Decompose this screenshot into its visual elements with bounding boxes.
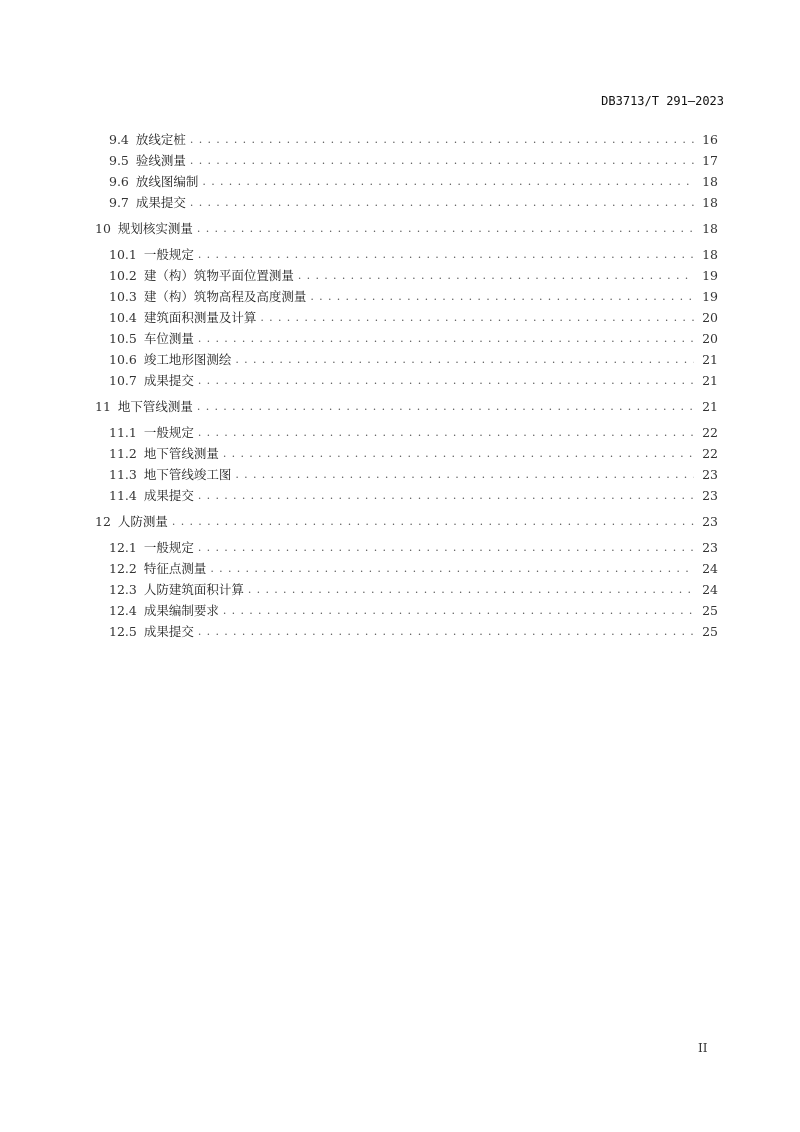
toc-dot-leader — [298, 269, 694, 282]
toc-entry[interactable] — [95, 371, 718, 392]
toc-entry-title: 建筑面积测量及计算 — [143, 310, 257, 325]
toc-entry[interactable] — [95, 308, 718, 329]
toc-entry-number: 12.3 — [109, 582, 137, 597]
toc-dot-leader — [223, 447, 694, 460]
toc-dot-leader — [210, 562, 694, 575]
toc-entry-title: 地下管线竣工图 — [143, 467, 232, 482]
toc-entry-page: 20 — [702, 310, 718, 325]
toc-entry-page: 21 — [702, 399, 718, 414]
toc-dot-leader — [198, 332, 694, 345]
toc-entry[interactable] — [95, 350, 718, 371]
toc-entry-number: 9.5 — [109, 153, 129, 168]
toc-entry-page: 18 — [702, 221, 718, 236]
toc-entry-title: 成果提交 — [143, 624, 194, 639]
toc-entry-number: 12.5 — [109, 624, 137, 639]
toc-entry[interactable] — [95, 580, 718, 601]
toc-dot-leader — [172, 515, 694, 528]
toc-dot-leader — [197, 400, 694, 413]
toc-dot-leader — [235, 468, 694, 481]
toc-dot-leader — [260, 311, 694, 324]
toc-entry-title: 放线定桩 — [135, 132, 186, 147]
toc-entry-number: 11.1 — [109, 425, 137, 440]
toc-entry-number: 11.2 — [109, 446, 137, 461]
toc-entry-title: 车位测量 — [143, 331, 194, 346]
toc-entry[interactable] — [95, 423, 718, 444]
toc-entry-number: 11.4 — [109, 488, 137, 503]
toc-entry[interactable] — [95, 622, 718, 643]
toc-entry-page: 18 — [702, 247, 718, 262]
toc-entry-number: 12.2 — [109, 561, 137, 576]
page-number: II — [698, 1041, 708, 1055]
toc-entry-page: 23 — [702, 540, 718, 555]
toc-entry-title: 竣工地形图测绘 — [143, 352, 232, 367]
toc-entry-number: 10 — [95, 221, 111, 236]
toc-dot-leader — [198, 541, 694, 554]
toc-dot-leader — [202, 175, 694, 188]
toc-entry[interactable] — [95, 245, 718, 266]
document-code: DB3713/T 291—2023 — [601, 94, 724, 108]
toc-entry-number: 10.3 — [109, 289, 137, 304]
toc-dot-leader — [235, 353, 694, 366]
toc-entry-number: 10.6 — [109, 352, 137, 367]
toc-entry-title: 地下管线测量 — [117, 399, 193, 414]
toc-entry[interactable] — [95, 266, 718, 287]
toc-entry-page: 17 — [702, 153, 718, 168]
toc-entry-number: 12.1 — [109, 540, 137, 555]
toc-entry-title: 放线图编制 — [135, 174, 199, 189]
toc-dot-leader — [198, 374, 694, 387]
toc-entry-title: 建（构）筑物高程及高度测量 — [143, 289, 307, 304]
toc-entry-title: 地下管线测量 — [143, 446, 219, 461]
toc-dot-leader — [248, 583, 694, 596]
toc-entry-page: 21 — [702, 352, 718, 367]
toc-entry[interactable] — [95, 151, 718, 172]
toc-dot-leader — [190, 133, 694, 146]
toc-entry-page: 20 — [702, 331, 718, 346]
toc-chapter-entry[interactable] — [95, 219, 718, 240]
toc-entry-title: 一般规定 — [143, 540, 194, 555]
toc-entry-page: 19 — [702, 268, 718, 283]
toc-entry-number: 9.6 — [109, 174, 129, 189]
toc-entry-page: 23 — [702, 467, 718, 482]
toc-entry[interactable] — [95, 559, 718, 580]
toc-dot-leader — [190, 196, 694, 209]
toc-entry-number: 12 — [95, 514, 111, 529]
toc-entry[interactable] — [95, 486, 718, 507]
toc-entry-page: 16 — [702, 132, 718, 147]
toc-entry-page: 24 — [702, 582, 718, 597]
toc-entry[interactable] — [95, 287, 718, 308]
toc-entry-title: 规划核实测量 — [117, 221, 193, 236]
toc-entry-number: 12.4 — [109, 603, 137, 618]
toc-dot-leader — [310, 290, 694, 303]
toc-entry-page: 22 — [702, 425, 718, 440]
toc-entry-title: 人防建筑面积计算 — [143, 582, 244, 597]
toc-entry[interactable] — [95, 130, 718, 151]
toc-dot-leader — [198, 248, 694, 261]
toc-entry-title: 人防测量 — [117, 514, 168, 529]
toc-entry-title: 一般规定 — [143, 247, 194, 262]
toc-entry-number: 9.7 — [109, 195, 129, 210]
toc-chapter-entry[interactable] — [95, 512, 718, 533]
toc-dot-leader — [190, 154, 694, 167]
toc-entry-number: 9.4 — [109, 132, 129, 147]
toc-dot-leader — [197, 222, 694, 235]
toc-entry[interactable] — [95, 538, 718, 559]
toc-entry-number: 11 — [95, 399, 111, 414]
toc-entry-number: 10.2 — [109, 268, 137, 283]
toc-entry[interactable] — [95, 444, 718, 465]
toc-entry-title: 一般规定 — [143, 425, 194, 440]
table-of-contents — [95, 130, 718, 643]
toc-entry-page: 18 — [702, 195, 718, 210]
toc-entry-title: 成果提交 — [143, 488, 194, 503]
toc-entry-number: 10.4 — [109, 310, 137, 325]
toc-entry-title: 建（构）筑物平面位置测量 — [143, 268, 294, 283]
toc-entry[interactable] — [95, 329, 718, 350]
toc-entry[interactable] — [95, 465, 718, 486]
toc-entry-title: 成果提交 — [135, 195, 186, 210]
toc-entry-page: 22 — [702, 446, 718, 461]
toc-entry-page: 18 — [702, 174, 718, 189]
toc-dot-leader — [198, 625, 694, 638]
toc-entry-page: 25 — [702, 624, 718, 639]
toc-entry-title: 特征点测量 — [143, 561, 207, 576]
toc-entry[interactable] — [95, 193, 718, 214]
toc-entry-page: 23 — [702, 514, 718, 529]
toc-entry-page: 19 — [702, 289, 718, 304]
toc-entry-page: 25 — [702, 603, 718, 618]
toc-entry-page: 21 — [702, 373, 718, 388]
toc-chapter-entry[interactable] — [95, 397, 718, 418]
toc-entry-title: 成果提交 — [143, 373, 194, 388]
toc-entry-number: 11.3 — [109, 467, 137, 482]
toc-entry-number: 10.1 — [109, 247, 137, 262]
toc-entry-page: 23 — [702, 488, 718, 503]
toc-entry-page: 24 — [702, 561, 718, 576]
toc-entry-number: 10.5 — [109, 331, 137, 346]
toc-entry-title: 成果编制要求 — [143, 603, 219, 618]
toc-entry-title: 验线测量 — [135, 153, 186, 168]
toc-dot-leader — [198, 489, 694, 502]
toc-entry[interactable] — [95, 601, 718, 622]
toc-dot-leader — [223, 604, 694, 617]
toc-entry-number: 10.7 — [109, 373, 137, 388]
toc-entry[interactable] — [95, 172, 718, 193]
toc-dot-leader — [198, 426, 694, 439]
